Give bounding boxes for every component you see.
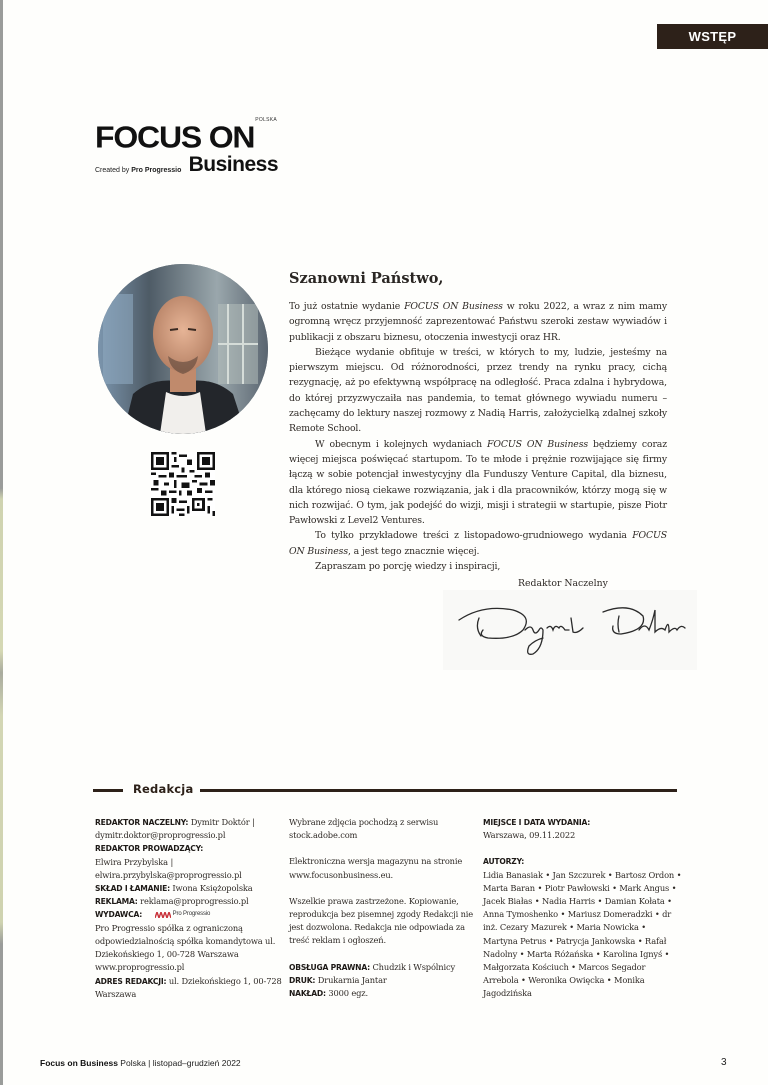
redakcja-heading: Redakcja — [133, 782, 194, 796]
logo-created-by — [95, 167, 181, 174]
portrait-photo — [98, 264, 268, 434]
managing-editor — [95, 842, 285, 882]
paragraph-text: będziemy coraz więcej miejsca poświęcać startupom. To te młode i prężnie rozwijające się firmy łączą w sobie potencjał inwestycyjny dla Funduszy Venture Capital, dla biznesu, dla którego niosą ciekawe rozwiązania, jak i dla pracowników, którzy mogą się w nich rozwijać. O tym, jak podejść do wizji, misji i strategii w startupie, pisze Piotr Pawłowski z Level2 Ventures. — [289, 438, 667, 527]
legal-value: Chudzik i Wspólnicy — [372, 961, 456, 972]
authors-list: Lidia Banasiak • Jan Szczurek • Bartosz Ordon • Marta Baran • Piotr Pawłowski • Mark Angus • Jacek Białas • Nadia Harris • Damian Kołata • Anna Tymoshenko • Mariusz Domeradzki • dr inż. Cezary Mazurek • Maria Nowicka • Martyna Petrus • Patrycja Jankowska • Rafał Nadolny • Marta Różańska • Karolina Ignyś • Małgorzata Kościuch • Marcos Segador Arrebola • Weronika Owięcka • Monika Jagodzińska — [483, 869, 682, 999]
handwritten-signature — [443, 590, 697, 670]
pro-progressio-logo-icon — [155, 912, 171, 918]
place-date-value: Warszawa, 09.11.2022 — [483, 830, 576, 841]
qr-code[interactable] — [151, 452, 215, 516]
editor-in-chief-label: REDAKTOR NACZELNY: — [95, 818, 189, 827]
letter-paragraph — [289, 299, 667, 345]
publisher — [95, 908, 285, 974]
editor-in-chief-value: Dymitr Doktór | dymitr.doktor@proprogressio.pl — [95, 817, 255, 841]
footer-brand: Focus on Business — [40, 1058, 118, 1068]
legal-service — [289, 961, 475, 974]
magazine-title-italic: FOCUS ON Business — [289, 530, 667, 557]
letter-paragraph — [289, 528, 667, 559]
publisher-value: Pro Progressio spółka z ograniczoną odpowiedzialnością spółka komandytowa ul. Dziekońskiego 1, 00-728 Warszawa www.proprogressio.pl — [95, 922, 276, 973]
paragraph-text: w roku 2022, a wraz z nim mamy ogromną wręcz przyjemność zaprezentować Państwu szeroki zestaw wywiadów i publikacji z obszaru biznesu, otoczenia inwestycji oraz HR. — [289, 301, 667, 343]
print-label: DRUK: — [289, 975, 316, 985]
address-label: ADRES REDAKCJI: — [95, 976, 167, 986]
page-number: 3 — [721, 1057, 727, 1068]
pro-progressio-logo — [155, 908, 211, 921]
authors-label: AUTORZY: — [483, 857, 525, 867]
editor-portrait — [98, 264, 268, 434]
legal-label: OBSŁUGA PRAWNA: — [289, 962, 370, 972]
qr-code-icon — [151, 452, 215, 516]
layout-value: Iwona Księżopolska — [172, 883, 253, 894]
paragraph-text: To już ostatnie wydanie — [289, 301, 405, 312]
page-footer — [40, 1058, 241, 1068]
created-by-brand: Pro Progressio — [131, 167, 182, 174]
header-rule-right — [200, 789, 677, 792]
ads-email: reklama@proprogressio.pl — [140, 896, 249, 907]
place-date-label: MIEJSCE I DATA WYDANIA: — [483, 818, 591, 827]
logo-focus-on: FOCUS ON — [95, 119, 255, 155]
rights-notice: Wszelkie prawa zastrzeżone. Kopiowanie, reprodukcja bez pisemnej zgody Redakcji nie jest dozwolona. Redakcja nie odpowiada za treść reklam i ogłoszeń. — [289, 895, 474, 946]
circulation-value: 3000 egz. — [328, 988, 368, 999]
created-by-prefix: Created by — [95, 167, 130, 174]
section-tag: WSTĘP — [657, 24, 768, 49]
magazine-title-italic: FOCUS ON Business — [487, 438, 588, 450]
signature-image — [443, 590, 697, 670]
photo-credit: Wybrane zdjęcia pochodzą z serwisu stock.adobe.com — [289, 817, 439, 841]
publisher-label: WYDAWCA: — [95, 910, 143, 920]
managing-editor-label: REDAKTOR PROWADZĄCY: — [95, 844, 204, 854]
logo-business: Business — [188, 153, 278, 176]
page-edge — [0, 0, 3, 1085]
paragraph-text: W obecnym i kolejnych wydaniach — [315, 438, 488, 450]
editorial-address — [95, 975, 285, 1001]
letter-greeting: Szanowni Państwo, — [289, 270, 444, 287]
paragraph-text: To tylko przykładowe treści z listopadowo-grudniowego wydania — [315, 530, 633, 542]
circulation-label: NAKŁAD: — [289, 989, 326, 999]
logo-polska: POLSKA — [255, 117, 277, 123]
layout-label: SKŁAD I ŁAMANIE: — [95, 884, 170, 894]
print-value: Drukarnia Jantar — [317, 974, 387, 985]
letter-paragraph: Bieżące wydanie obfituje w treści, w których to my, ludzie, jesteśmy na pierwszym miejscu. Od różnorodności, przez trendy na rynku pracy, cichą rezygnację, aż po efektywną współpracę na odległość. Praca zdalna i hybrydowa, do której przyzwyczaiła nas pandemia, to temat głównego wywiadu numeru – zachęcamy do lektury naszej rozmowy z Nadią Harris, założycielką zdalnej szkoły Remote School. — [289, 346, 667, 435]
address-value: ul. Dziekońskiego 1, 00-728 Warszawa — [95, 975, 282, 999]
masthead-column-2 — [289, 816, 475, 1000]
paragraph-text: , a jest tego znacznie więcej. — [348, 545, 480, 557]
ads-label: REKLAMA: — [95, 897, 138, 907]
masthead-column-3 — [483, 816, 683, 1001]
pro-progressio-logo-text: Pro Progressio — [172, 911, 211, 918]
letter-paragraph — [289, 437, 667, 529]
printing — [289, 974, 475, 987]
footer-issue: Polska | listopad–grudzień 2022 — [117, 1058, 241, 1068]
electronic-version-note: Elektroniczna wersja magazynu na stronie www.focusonbusiness.eu. — [289, 856, 463, 880]
redakcja-section-header — [93, 782, 677, 798]
magazine-title-italic: FOCUS ON Business — [404, 301, 503, 312]
signoff-title: Redaktor Naczelny — [518, 578, 608, 589]
header-rule-left — [93, 789, 123, 792]
ads-contact — [95, 895, 285, 908]
masthead-column-1 — [95, 816, 285, 1001]
magazine-logo — [95, 117, 280, 179]
circulation — [289, 987, 475, 1000]
editorial-letter — [289, 270, 667, 574]
editor-in-chief — [95, 816, 285, 842]
managing-editor-value: Elwira Przybylska | elwira.przybylska@proprogressio.pl — [95, 856, 242, 880]
letter-paragraph: Zapraszam po porcję wiedzy i inspiracji, — [315, 561, 501, 573]
layout-credit — [95, 882, 285, 895]
